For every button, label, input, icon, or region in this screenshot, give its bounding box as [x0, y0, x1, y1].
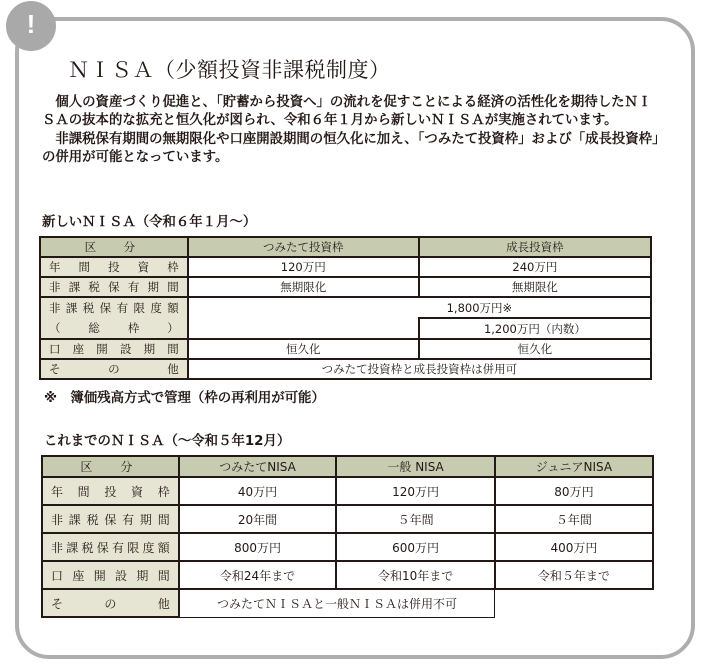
cell-value: 400万円: [495, 533, 653, 561]
table-header-row: [42, 456, 653, 477]
cell-value: 120万円: [336, 477, 495, 505]
table-row: [40, 257, 651, 277]
row-label-other: その他: [40, 359, 188, 379]
cell-value: 80万円: [495, 477, 653, 505]
intro-paragraph: 非課税保有期間の無期限化や口座開設期間の恒久化に加え、「つみたて投資枠」および「成長投資枠」の併用が可能となっています。: [42, 131, 659, 165]
header-tsumitate-nisa: つみたてNISA: [179, 456, 337, 477]
header-growth: 成長投資枠: [419, 237, 651, 257]
row-label-limit: 非課税保有限度額 （総枠）: [40, 297, 188, 339]
cell-growth-limit: 1,200万円（内数）: [419, 318, 651, 339]
row-label-period: 非課税保有期間: [40, 277, 188, 297]
cell-value: 令和24年まで: [179, 561, 337, 589]
cell-value: ５年間: [336, 505, 495, 533]
cell-value: 令和５年まで: [495, 561, 653, 589]
cell-total-limit: 1,800万円※: [188, 297, 651, 318]
cell-value: 40万円: [179, 477, 337, 505]
cell-tsumitate-annual: 120万円: [188, 257, 419, 277]
old-nisa-table: [41, 455, 654, 618]
table-row: [42, 505, 653, 533]
row-label-period: 非課税保有期間: [42, 505, 179, 533]
row-label-annual: 年間投資枠: [42, 477, 179, 505]
table-row: [40, 277, 651, 297]
footnote: ※ 簿価残高方式で管理（枠の再利用が可能）: [44, 391, 325, 406]
table-row: [42, 589, 653, 617]
table-row: [40, 297, 651, 318]
header-tsumitate: つみたて投資枠: [188, 237, 419, 257]
row-label-account: 口座開設期間: [42, 561, 179, 589]
old-nisa-heading: これまでのＮＩＳＡ（～令和５年12月）: [44, 434, 291, 449]
intro-text: [42, 94, 662, 167]
cell-tsumitate-account: 恒久化: [188, 339, 419, 359]
table-row: [40, 339, 651, 359]
table-row: [42, 533, 653, 561]
header-junior-nisa: ジュニアNISA: [495, 456, 653, 477]
header-general-nisa: 一般 NISA: [336, 456, 495, 477]
new-nisa-heading: 新しいＮＩＳＡ（令和６年１月～）: [42, 215, 257, 230]
table-row: [40, 359, 651, 379]
row-label-annual: 年間投資枠: [40, 257, 188, 277]
cell-other: つみたて投資枠と成長投資枠は併用可: [188, 359, 651, 379]
cell-value: 800万円: [179, 533, 337, 561]
header-category: 区 分: [42, 456, 179, 477]
cell-tsumitate-period: 無期限化: [188, 277, 419, 297]
cell-growth-period: 無期限化: [419, 277, 651, 297]
cell-value: 600万円: [336, 533, 495, 561]
cell-value: 20年間: [179, 505, 337, 533]
cell-growth-annual: 240万円: [419, 257, 651, 277]
cell-value: 令和10年まで: [336, 561, 495, 589]
row-label-other: その他: [42, 589, 179, 617]
cell-value: ５年間: [495, 505, 653, 533]
table-row: [42, 561, 653, 589]
cell-tsumitate-limit-empty: [188, 318, 419, 339]
table-header-row: [40, 237, 651, 257]
header-category: 区 分: [40, 237, 188, 257]
row-label-account: 口座開設期間: [40, 339, 188, 359]
table-row: [42, 477, 653, 505]
cell-empty: [495, 589, 653, 617]
exclamation-icon: !: [6, 1, 56, 51]
row-label-limit: 非課税保有限度額: [42, 533, 179, 561]
intro-paragraph: 個人の資産づくり促進と、「貯蓄から投資へ」の流れを促すことによる経済の活性化を期待したＮＩＳＡの抜本的な拡充と恒久化が図られ、令和６年１月から新しいＮＩＳＡが実施されています。: [42, 95, 652, 129]
cell-other: つみたてＮＩＳＡと一般ＮＩＳＡは併用不可: [179, 589, 495, 617]
cell-growth-account: 恒久化: [419, 339, 651, 359]
page-title: ＮＩＳＡ（少額投資非課税制度）: [68, 58, 391, 82]
new-nisa-table: [39, 236, 652, 380]
